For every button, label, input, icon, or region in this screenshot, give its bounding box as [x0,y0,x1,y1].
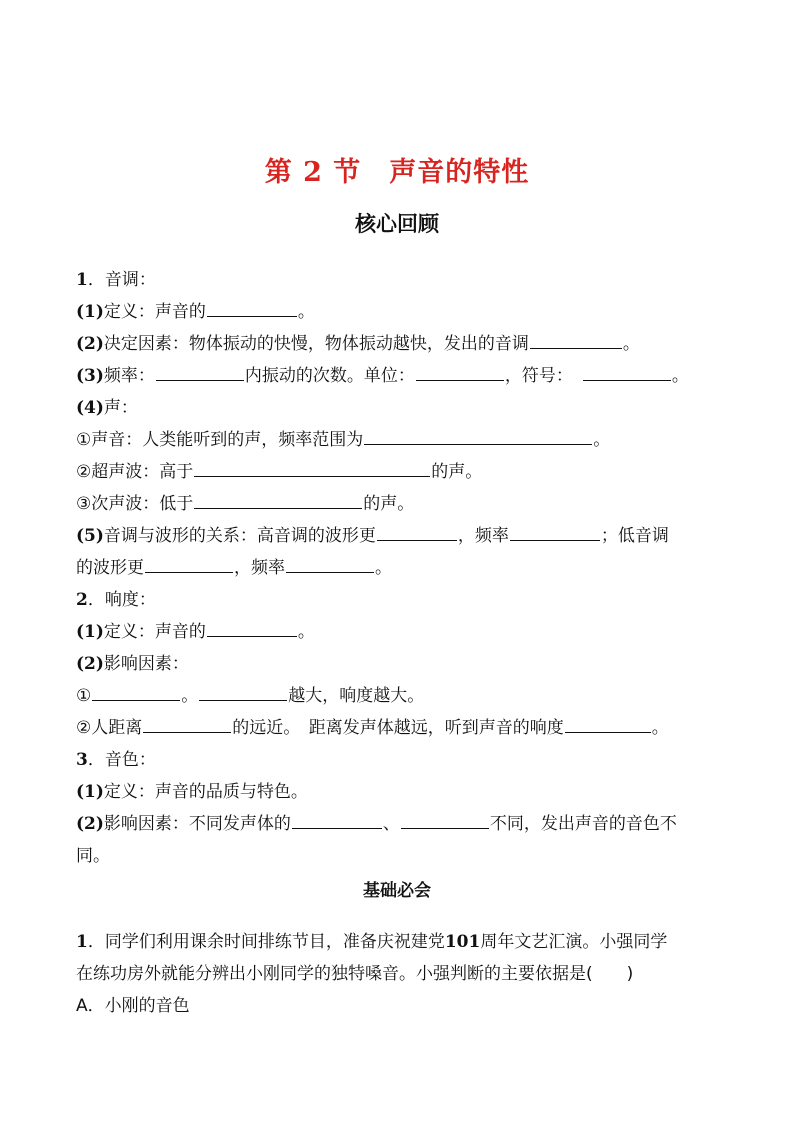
waveform-relation-cont: 的波形更 ，频率 。 [76,558,392,578]
timbre-heading: 3．音色： [76,750,156,770]
answer-blank[interactable] [292,827,382,829]
question-1-cont: 在练功房外就能分辨出小刚同学的独特嗓音。小强判断的主要依据是( ) [76,964,634,984]
pitch-definition: (1)定义：声音的 。 [76,302,315,322]
waveform-relation: (5)音调与波形的关系：高音调的波形更 ，频率 ；低音调 [76,526,669,546]
answer-blank[interactable] [510,539,600,541]
infrasonic: ③次声波：低于 的声。 [76,494,415,514]
question-1: 1．同学们利用课余时间排练节目，准备庆祝建党101周年文艺汇演。小强同学 [76,932,668,952]
answer-blank[interactable] [377,539,457,541]
section-title: 第 2 节 声音的特性 [264,157,530,188]
answer-blank[interactable] [364,443,592,445]
ultrasonic: ②超声波：高于 的声。 [76,462,483,482]
loudness-factor-2: ②人距离 的远近。 距离发声体越远，听到声音的响度 。 [76,718,669,738]
answer-blank[interactable] [145,571,233,573]
answer-blank[interactable] [207,315,297,317]
pitch-heading: 1．音调： [76,270,156,290]
loudness-heading: 2．响度： [76,590,156,610]
loudness-factor-heading: (2)影响因素： [76,654,189,674]
timbre-factor-cont: 同。 [76,846,110,866]
answer-blank[interactable] [143,731,231,733]
basics-heading: 基础必会 [363,881,431,901]
question-1-option-a[interactable]: A．小刚的音色 [76,996,190,1016]
answer-blank[interactable] [194,507,362,509]
answer-blank[interactable] [401,827,489,829]
loudness-factor-1: ① 。 越大，响度越大。 [76,686,425,706]
answer-blank[interactable] [286,571,374,573]
answer-blank[interactable] [199,699,287,701]
core-review-heading: 核心回顾 [355,212,439,236]
answer-blank[interactable] [92,699,180,701]
answer-blank[interactable] [194,475,430,477]
loudness-definition: (1)定义：声音的 。 [76,622,315,642]
answer-blank[interactable] [530,347,622,349]
audible-sound: ①声音：人类能听到的声，频率范围为 。 [76,430,611,450]
timbre-factor: (2)影响因素：不同发声体的 、 不同，发出声音的音色不 [76,814,677,834]
pitch-frequency: (3)频率： 内振动的次数。单位： ，符号： 。 [76,366,689,386]
answer-blank[interactable] [156,379,244,381]
timbre-definition: (1)定义：声音的品质与特色。 [76,782,308,802]
answer-blank[interactable] [565,731,651,733]
answer-blank[interactable] [583,379,671,381]
sound-heading: (4)声： [76,398,138,418]
pitch-factor: (2)决定因素：物体振动的快慢，物体振动越快，发出的音调 。 [76,334,640,354]
answer-blank[interactable] [207,635,297,637]
answer-blank[interactable] [416,379,504,381]
